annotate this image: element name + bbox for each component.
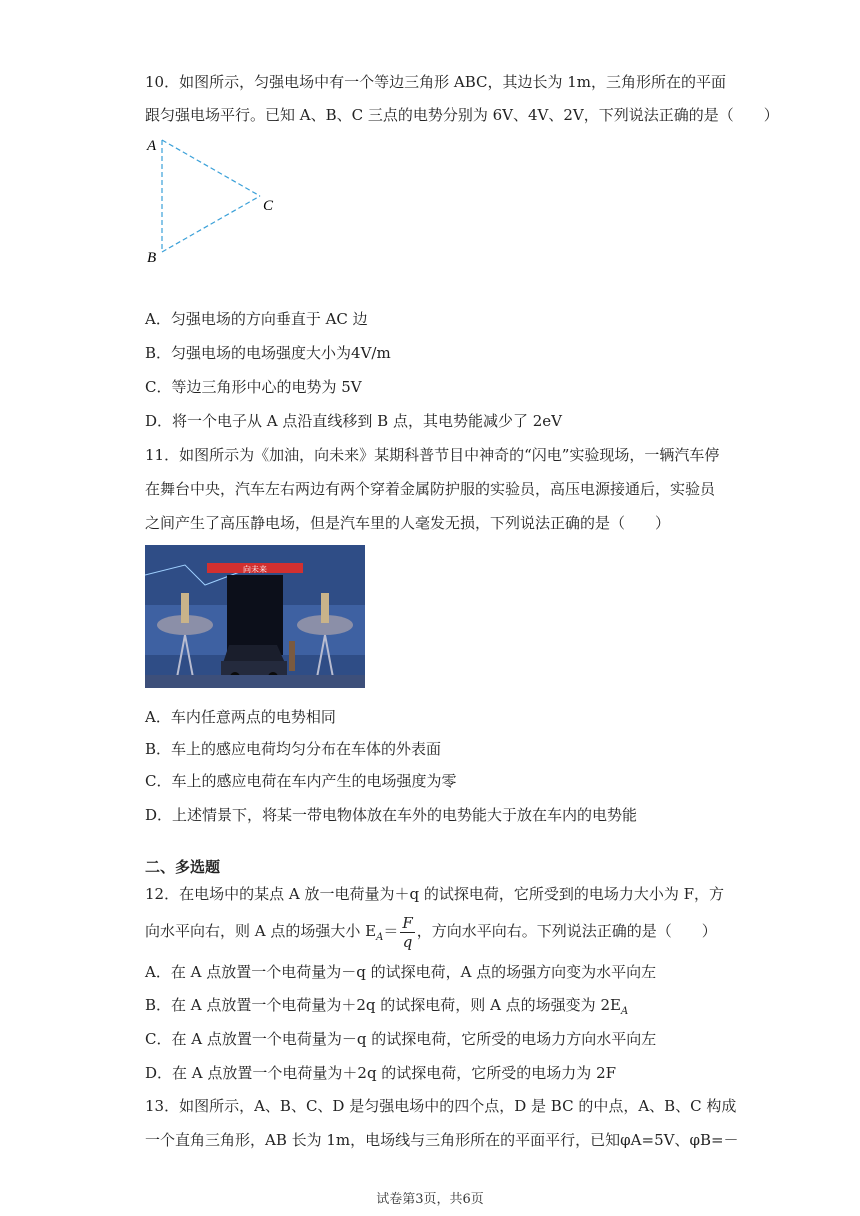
q11-stem-line1: 11．如图所示为《加油，向未来》某期科普节目中神奇的“闪电”实验现场，一辆汽车停 xyxy=(145,446,720,464)
q12-e-subscript: A xyxy=(376,932,384,943)
edge-ac xyxy=(162,140,260,196)
stage-doorway xyxy=(227,575,283,655)
q12-frac-den: q xyxy=(402,932,413,951)
page-footer: 试卷第3页，共6页 xyxy=(376,1192,484,1207)
label-b: B xyxy=(147,250,157,266)
q12-option-a: A．在 A 点放置一个电荷量为－q 的试探电荷，A 点的场强方向变为水平向左 xyxy=(145,963,657,981)
q12-equals: ＝ xyxy=(383,922,399,940)
stage-sign-text: 向未来 xyxy=(243,565,267,574)
q12-stem-pre: 向水平向右，则 A 点的场强大小 E xyxy=(145,922,377,940)
q10-option-a: A．匀强电场的方向垂直于 AC 边 xyxy=(145,310,368,328)
q10-option-d: D．将一个电子从 A 点沿直线移到 B 点，其电势能减少了 2eV xyxy=(145,412,562,430)
q12-option-b-subscript: A xyxy=(620,1006,629,1017)
q11-option-c: C．车上的感应电荷在车内产生的电场强度为零 xyxy=(145,772,457,790)
edge-bc xyxy=(162,196,260,252)
q12-option-b xyxy=(145,995,628,1022)
q10-stem-line1: 10．如图所示，匀强电场中有一个等边三角形 ABC，其边长为 1m，三角形所在的平面 xyxy=(145,73,727,91)
label-c: C xyxy=(263,198,274,214)
stage-photo xyxy=(145,545,365,688)
q12-frac-num: F xyxy=(402,913,413,932)
section-heading: 二、多选题 xyxy=(145,858,221,876)
triangle-figure xyxy=(140,130,290,270)
q11-stem-line2: 在舞台中央，汽车左右两边有两个穿着金属防护服的实验员，高压电源接通后，实验员 xyxy=(145,480,716,498)
experimenter-left xyxy=(181,593,189,623)
q11-option-d: D．上述情景下，将某一带电物体放在车外的电势能大于放在车内的电势能 xyxy=(145,806,638,824)
q11-option-a: A．车内任意两点的电势相同 xyxy=(145,708,336,726)
q11-stem-line3: 之间产生了高压静电场，但是汽车里的人毫发无损，下列说法正确的是（ ） xyxy=(145,514,671,532)
q10-option-c: C．等边三角形中心的电势为 5V xyxy=(145,378,362,396)
q12-option-d: D．在 A 点放置一个电荷量为＋2q 的试探电荷，它所受的电场力为 2F xyxy=(145,1064,617,1082)
q12-option-c: C．在 A 点放置一个电荷量为－q 的试探电荷，它所受的电场力方向水平向左 xyxy=(145,1030,657,1048)
q12-stem-line2 xyxy=(145,912,717,957)
experimenter-right xyxy=(321,593,329,623)
q13-stem-line2: 一个直角三角形，AB 长为 1m，电场线与三角形所在的平面平行，已知φA=5V、φB=－ xyxy=(145,1131,739,1149)
q10-stem-line2: 跟匀强电场平行。已知 A、B、C 三点的电势分别为 6V、4V、2V，下列说法正确的是（ ） xyxy=(145,106,779,124)
q12-fraction xyxy=(400,914,414,951)
car xyxy=(223,645,285,663)
stage-photo-drawing xyxy=(145,545,365,688)
q13-stem-line1: 13．如图所示，A、B、C、D 是匀强电场中的四个点，D 是 BC 的中点，A、B、C 构成 xyxy=(145,1097,737,1115)
q12-stem-line1: 12．在电场中的某点 A 放一电荷量为＋q 的试探电荷，它所受到的电场力大小为 F，方 xyxy=(145,885,725,903)
host-person xyxy=(289,641,295,671)
q12-option-b-text: B．在 A 点放置一个电荷量为＋2q 的试探电荷，则 A 点的场强变为 2E xyxy=(145,996,621,1014)
q10-option-b: B．匀强电场的电场强度大小为4V/m xyxy=(145,344,391,362)
label-a: A xyxy=(147,138,157,154)
q11-option-b: B．车上的感应电荷均匀分布在车体的外表面 xyxy=(145,740,442,758)
q12-stem-post: ，方向水平向右。下列说法正确的是（ ） xyxy=(416,922,717,940)
